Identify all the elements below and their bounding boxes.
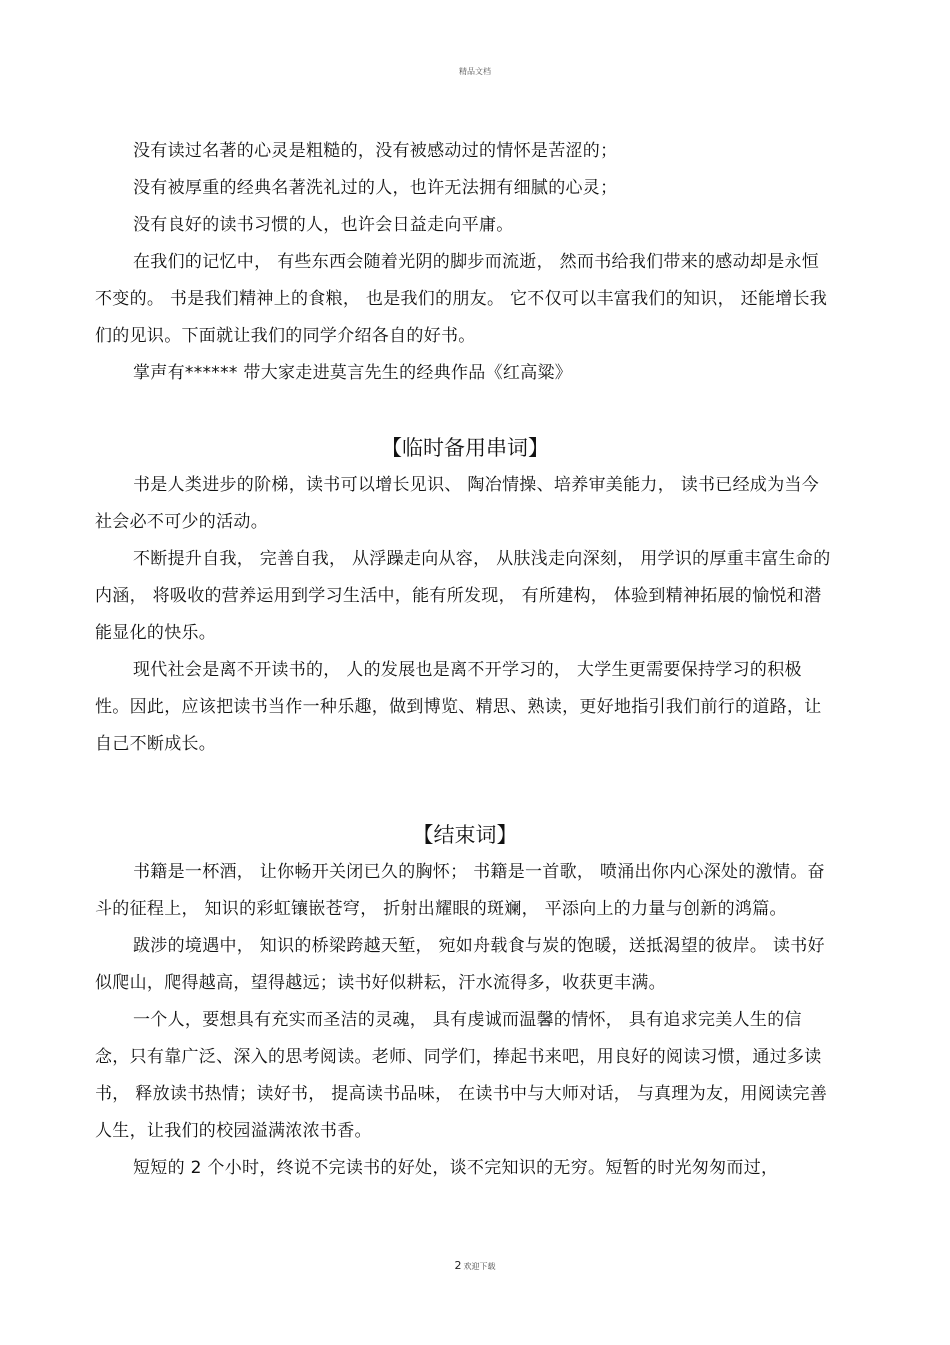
closing-paragraph-4: 短短的 2 个小时，终说不完读书的好处，谈不完知识的无穷。短暂的时光匆匆而过，: [133, 1158, 779, 1178]
document-body: [95, 133, 835, 1187]
footer-label: 欢迎下载: [463, 1262, 496, 1271]
backup-paragraph-3: 现代社会是离不开读书的， 人的发展也是离不开学习的， 大学生更需要保持学习的积极性。因此，应该把读书当作一种乐趣，做到博览、精思、熟读，更好地指引我们前行的道路，让自己不断成长。: [95, 660, 822, 754]
intro-paragraph-1: 没有读过名著的心灵是粗糙的，没有被感动过的情怀是苦涩的；: [133, 141, 618, 161]
closing-paragraph-1: 书籍是一杯酒， 让你畅开关闭已久的胸怀； 书籍是一首歌， 喷涌出你内心深处的激情。奋斗的征程上， 知识的彩虹镶嵌苍穹， 折射出耀眼的斑斓， 平添向上的力量与创新的鸿篇。: [95, 862, 825, 919]
intro-paragraph-4: 在我们的记忆中， 有些东西会随着光阴的脚步而流逝， 然而书给我们带来的感动却是永恒不变的。 书是我们精神上的食粮， 也是我们的朋友。 它不仅可以丰富我们的知识， 还能增长我们的见识。下面就让我们的同学介绍各自的好书。: [95, 252, 828, 346]
page-footer: [0, 1259, 950, 1272]
closing-paragraph-3: 一个人，要想具有充实而圣洁的灵魂， 具有虔诚而温馨的情怀， 具有追求完美人生的信念，只有靠广泛、深入的思考阅读。老师、同学们，捧起书来吧，用良好的阅读习惯，通过多读书， 释放读书热情；读好书， 提高读书品味， 在读书中与大师对话， 与真理为友，用阅读完善人生，让我们的校园溢满浓浓书香。: [95, 1010, 828, 1141]
closing-paragraph-2: 跋涉的境遇中， 知识的桥梁跨越天堑， 宛如舟载食与炭的饱暖，送抵渴望的彼岸。 读书好似爬山，爬得越高，望得越远；读书好似耕耘，汗水流得多，收获更丰满。: [95, 936, 825, 993]
page-number: 2: [454, 1259, 462, 1272]
intro-paragraph-2: 没有被厚重的经典名著洗礼过的人，也许无法拥有细腻的心灵；: [133, 178, 618, 198]
backup-section-title: 【临时备用串词】: [381, 436, 549, 460]
backup-paragraph-1: 书是人类进步的阶梯，读书可以增长见识、 陶冶情操、培养审美能力， 读书已经成为当今社会必不可少的活动。: [95, 475, 820, 532]
page-header: 精品文档: [459, 67, 491, 76]
closing-section-title: 【结束词】: [412, 823, 518, 847]
intro-paragraph-5: 掌声有****** 带大家走进莫言先生的经典作品《红高粱》: [133, 363, 573, 383]
backup-paragraph-2: 不断提升自我， 完善自我， 从浮躁走向从容， 从肤浅走向深刻， 用学识的厚重丰富生命的内涵， 将吸收的营养运用到学习生活中，能有所发现， 有所建构， 体验到精神拓展的愉悦和潜能显化的快乐。: [95, 549, 831, 643]
intro-paragraph-3: 没有良好的读书习惯的人，也许会日益走向平庸。: [133, 215, 514, 235]
